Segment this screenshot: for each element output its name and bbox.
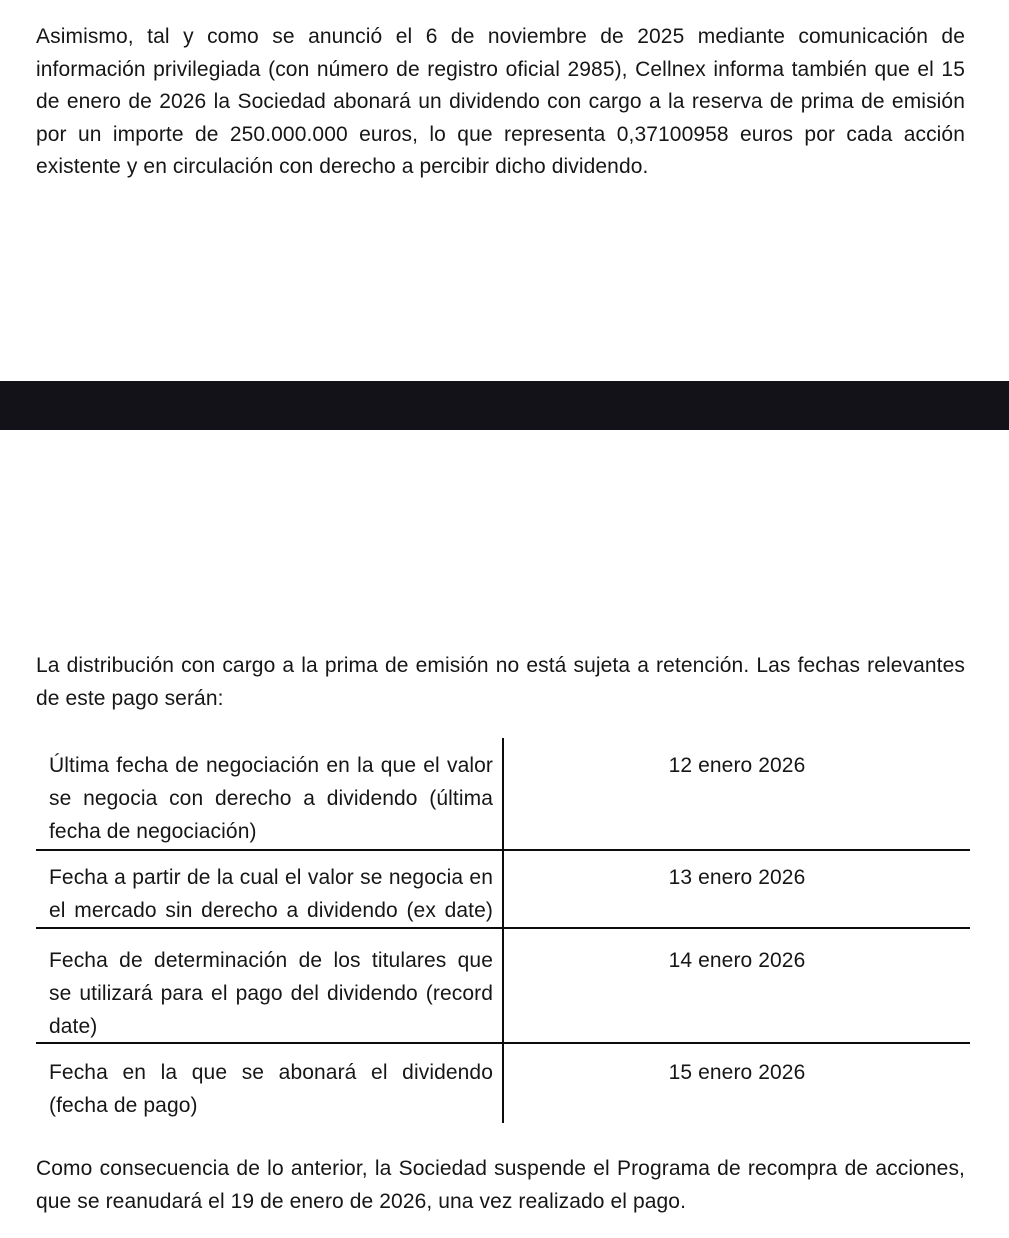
paragraph-dividend-announcement: Asimismo, tal y como se anunció el 6 de noviembre de 2025 mediante comunicación de información privilegiada (con número de registro oficial 2985), Cellnex informa también que el 15 de enero de 2026 la Sociedad abonará un dividendo con cargo a la reserva de prima de emisión por un importe de 250.000.000 euros, lo que representa 0,37100958 euros por cada acción existente y en circulación con derecho a percibir dicho dividendo. (36, 25, 965, 178)
label-line: date) (49, 1015, 98, 1038)
table-row-label-record-date (49, 944, 493, 1043)
table-row-value-last-trading-date: 12 enero 2026 (668, 754, 806, 777)
table-row-divider (36, 849, 970, 851)
redaction-bar (0, 381, 1009, 430)
label-line: el mercado sin derecho a dividendo (ex date) (49, 899, 493, 922)
table-row-label-payment-date (49, 1056, 493, 1122)
label-line: Fecha a partir de la cual el valor se negocia en (49, 866, 493, 889)
paragraph-buyback-suspension: Como consecuencia de lo anterior, la Sociedad suspende el Programa de recompra de acciones, que se reanudará el 19 de enero de 2026, una vez realizado el pago. (36, 1157, 965, 1213)
label-line: Última fecha de negociación en la que el valor (49, 754, 493, 777)
table-row-label-ex-date (49, 861, 493, 927)
label-line: (fecha de pago) (49, 1094, 198, 1117)
label-line: fecha de negociación) (49, 820, 257, 843)
label-line: Fecha de determinación de los titulares que (49, 949, 493, 972)
label-line: se utilizará para el pago del dividendo (record (49, 982, 493, 1005)
table-row-value-payment-date: 15 enero 2026 (668, 1061, 806, 1084)
table-row-divider (36, 927, 970, 929)
table-row-value-record-date: 14 enero 2026 (668, 949, 806, 972)
label-line: se negocia con derecho a dividendo (última (49, 787, 493, 810)
table-row-value-ex-date: 13 enero 2026 (668, 866, 806, 889)
table-row-label-last-trading-date (49, 749, 493, 848)
label-line: Fecha en la que se abonará el dividendo (49, 1061, 493, 1084)
paragraph-retention-dates: La distribución con cargo a la prima de emisión no está sujeta a retención. Las fechas relevantes de este pago serán: (36, 654, 965, 710)
